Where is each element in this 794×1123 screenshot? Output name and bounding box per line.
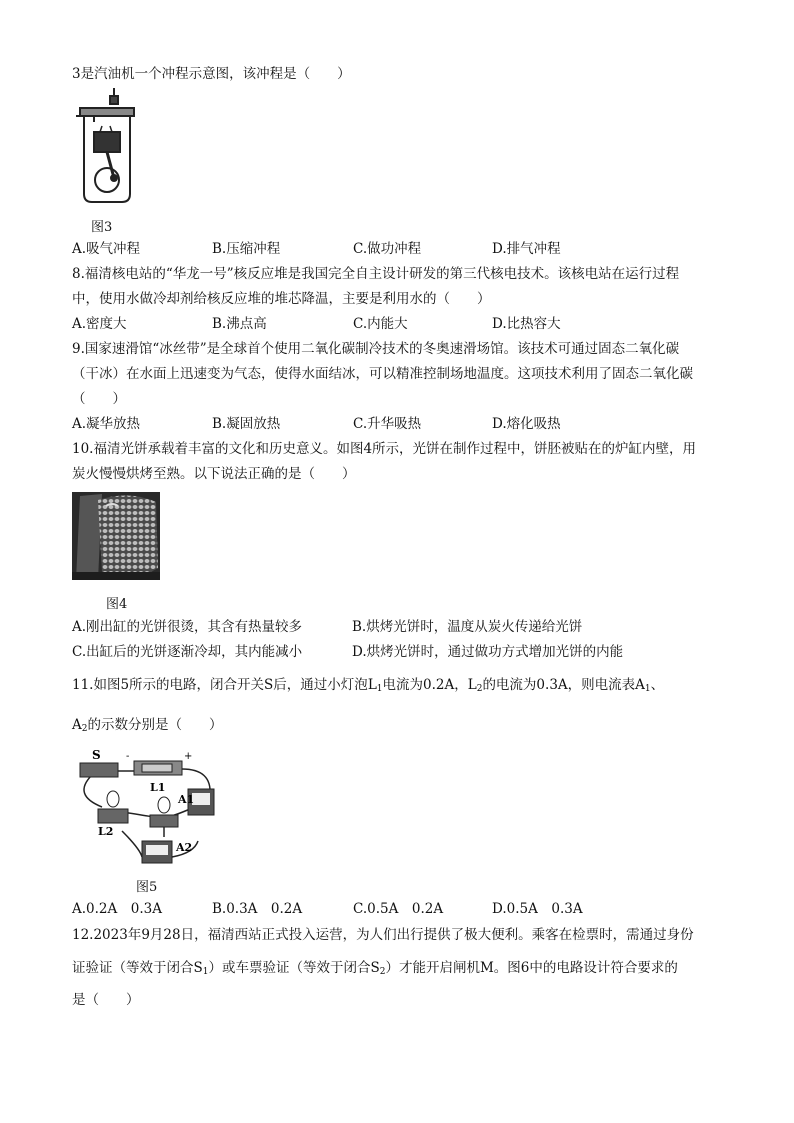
q10-stem-line2: 炭火慢慢烘烤至熟。以下说法正确的是（ ） (72, 466, 356, 482)
q10-option-c[interactable]: C.出缸后的光饼逐渐冷却，其内能减小 (72, 644, 303, 660)
q7-option-a[interactable]: A.吸气冲程 (72, 241, 141, 257)
ammeter-a2-label: A2 (176, 841, 193, 854)
q8-stem-line2: 中，使用水做冷却剂给核反应堆的堆芯降温，主要是利用水的（ ） (72, 291, 491, 307)
figure-3-caption: 图3 (91, 220, 113, 235)
plus-terminal-label: + (184, 751, 193, 762)
q11-text-a: 11.如图5所示的电路，闭合开关S后，通过小灯泡 (72, 677, 368, 693)
q9-option-a[interactable]: A.凝华放热 (72, 416, 141, 432)
q12-stem-line2: 证验证（等效于闭合$S_1$）或车票验证（等效于闭合$S_2$）才能开启闸机M。图6中的电路设计符合要求的 (72, 960, 678, 977)
q11-stem-line1 (72, 677, 664, 697)
q9-option-d[interactable]: D.熔化吸热 (492, 416, 561, 432)
figure-4-caption: 图4 (106, 597, 128, 612)
s1-subscript: 1 (202, 967, 209, 977)
q11-text-c: 的电流为0.3A，则电流表A (482, 677, 645, 693)
a2-subscript: 2 (81, 724, 88, 734)
q10-option-d[interactable]: D.烘烤光饼时，通过做功方式增加光饼的内能 (352, 644, 624, 660)
q12-stem-line1: 12.2023年9月28日，福清西站正式投入运营，为人们出行提供了极大便利。乘客在检票时，需通过身份 (72, 927, 694, 943)
minus-terminal-label: - (126, 751, 130, 762)
a1-subscript: 1 (644, 684, 651, 694)
switch-label: S (92, 748, 101, 762)
q8-option-a[interactable]: A.密度大 (72, 316, 127, 332)
q11-stem-line2: $A_2$的示数分别是（ ） (72, 717, 223, 734)
q7-option-d[interactable]: D.排气冲程 (492, 241, 561, 257)
engine-stroke-figure (74, 86, 140, 204)
ammeter-a1-label: A1 (178, 793, 195, 806)
q12-stem-line3: 是（ ） (72, 992, 140, 1008)
q11-option-c[interactable]: C.0.5A 0.2A (353, 901, 444, 917)
q11-option-b[interactable]: B.0.3A 0.2A (212, 901, 303, 917)
q10-stem-line1: 10.福清光饼承载着丰富的文化和历史意义。如图4所示，光饼在制作过程中，饼胚被贴在的炉缸内壁，用 (72, 441, 697, 457)
q11-option-d[interactable]: D.0.5A 0.3A (492, 901, 583, 917)
lamp-l1-label: L1 (150, 781, 166, 794)
q9-stem-line3: （ ） (72, 391, 126, 407)
q8-stem-line1: 8.福清核电站的“华龙一号”核反应堆是我国完全自主设计研发的第三代核电技术。该核电站在运行过程 (72, 266, 680, 282)
lamp-l2-label: L2 (98, 825, 114, 838)
q8-option-c[interactable]: C.内能大 (353, 316, 408, 332)
q11-text-b: 电流为0.2A， (382, 677, 468, 693)
l1-symbol: $L_1$ (367, 677, 383, 694)
q7-stem: 3是汽油机一个冲程示意图，该冲程是（ ） (72, 66, 351, 82)
q7-option-c[interactable]: C.做功冲程 (353, 241, 422, 257)
q8-option-d[interactable]: D.比热容大 (492, 316, 561, 332)
q11-option-a[interactable]: A.0.2A 0.3A (72, 901, 162, 917)
q11-text-d: 、 (650, 677, 665, 693)
l2-symbol: $L_2$ (467, 677, 483, 694)
guangbing-photo (72, 492, 160, 580)
q9-option-b[interactable]: B.凝固放热 (212, 416, 281, 432)
circuit-figure-5 (72, 745, 222, 865)
q9-stem-line1: 9.国家速滑馆“冰丝带”是全球首个使用二氧化碳制冷技术的冬奥速滑场馆。该技术可通过固态二氧化碳 (72, 341, 680, 357)
q8-option-b[interactable]: B.沸点高 (212, 316, 267, 332)
q10-option-b[interactable]: B.烘烤光饼时，温度从炭火传递给光饼 (352, 619, 583, 635)
q9-option-c[interactable]: C.升华吸热 (353, 416, 422, 432)
q10-option-a[interactable]: A.刚出缸的光饼很烫，其含有热量较多 (72, 619, 303, 635)
q7-option-b[interactable]: B.压缩冲程 (212, 241, 281, 257)
s2-subscript: 2 (379, 967, 386, 977)
q9-stem-line2: （干冰）在水面上迅速变为气态，使得水面结冰，可以精准控制场地温度。这项技术利用了固态二氧化碳 (72, 366, 693, 382)
figure-5-caption: 图5 (136, 880, 158, 895)
